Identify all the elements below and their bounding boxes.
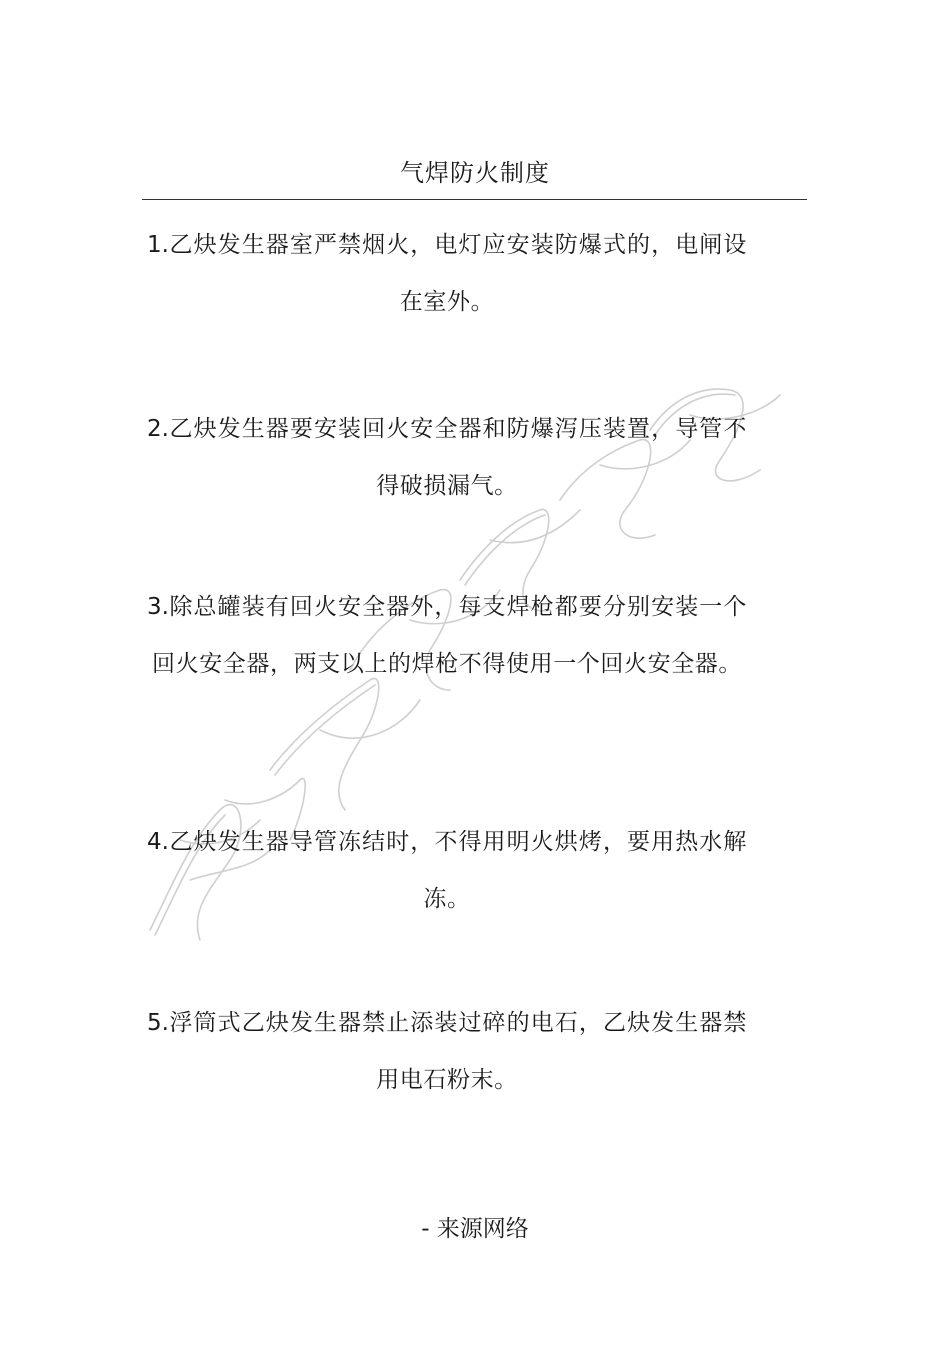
rule-text: 乙炔发生器导管冻结时，不得用明火烘烤，要用热水解冻。 [168, 829, 747, 912]
rule-number: 1. [147, 232, 169, 258]
source-note: - 来源网络 [421, 1216, 529, 1242]
rule-number: 2. [147, 416, 169, 442]
title-divider [142, 199, 807, 200]
rule-item [147, 401, 747, 515]
rule-text: 除总罐装有回火安全器外，每支焊枪都要分别安装一个回火安全器，两支以上的焊枪不得使用一个回火安全器。 [152, 594, 747, 677]
rule-item [147, 217, 747, 331]
rule-text: 乙炔发生器要安装回火安全器和防爆泻压装置，导管不得破损漏气。 [168, 416, 747, 499]
rule-number: 4. [147, 829, 169, 855]
rule-number: 5. [147, 1010, 169, 1036]
rule-text: 乙炔发生器室严禁烟火，电灯应安装防爆式的，电闸设在室外。 [168, 232, 747, 315]
rule-item [147, 814, 747, 928]
rule-number: 3. [147, 594, 169, 620]
rule-item [147, 995, 747, 1109]
rule-text: 浮筒式乙炔发生器禁止添装过碎的电石，乙炔发生器禁用电石粉末。 [168, 1010, 747, 1093]
rule-item [147, 579, 747, 693]
document-title: 气焊防火制度 [400, 159, 550, 187]
